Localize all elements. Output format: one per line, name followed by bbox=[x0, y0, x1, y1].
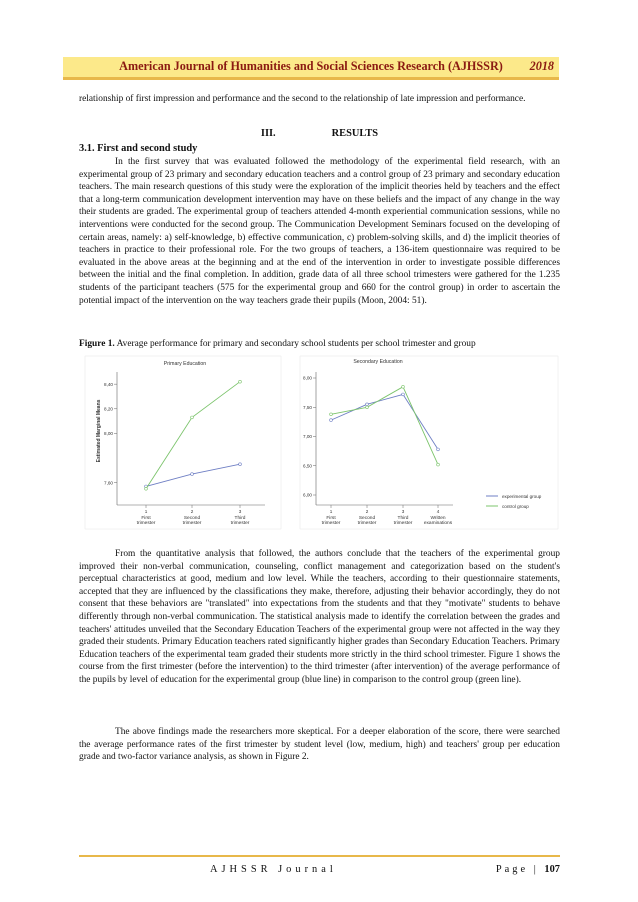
chart-primary-panel bbox=[85, 356, 281, 529]
chart-secondary bbox=[300, 356, 558, 529]
subsection-heading: 3.1. First and second study bbox=[79, 143, 198, 154]
legend-control: control group bbox=[502, 504, 529, 509]
footer-page-label: Page | bbox=[495, 864, 539, 875]
footer-journal: AJHSSR Journal bbox=[210, 864, 337, 875]
x-tick-number: 2 bbox=[190, 509, 194, 514]
data-point bbox=[402, 385, 405, 388]
x-tick-label: Third bbox=[234, 516, 246, 521]
y-tick-label: 8,00 bbox=[104, 431, 113, 437]
intro-paragraph: relationship of first impression and performance and the second to the relationship of late impression and performance. bbox=[79, 94, 526, 104]
chart-primary bbox=[85, 356, 281, 529]
y-tick-label: 6,50 bbox=[303, 463, 312, 469]
x-tick-label: First bbox=[141, 516, 151, 521]
data-point bbox=[191, 473, 194, 476]
data-point bbox=[191, 416, 194, 419]
x-tick-label: First bbox=[326, 516, 336, 521]
y-tick-label: 7,00 bbox=[303, 434, 312, 440]
section-title: RESULTS bbox=[331, 128, 379, 139]
data-point bbox=[437, 463, 440, 466]
data-point bbox=[330, 419, 333, 422]
y-tick-label: 8,20 bbox=[104, 406, 113, 412]
y-tick-label: 6,00 bbox=[303, 492, 312, 498]
y-tick-label: 8,00 bbox=[303, 375, 312, 381]
section-number: III. bbox=[260, 128, 276, 139]
footer-divider bbox=[79, 855, 560, 857]
x-tick-label-line2: trimester bbox=[182, 521, 202, 526]
paragraph-findings: The above findings made the researchers more skeptical. For a deeper elaboration of the score, there were searched the average performance rates of the first trimester by student level (low, medium, high) and teachers' group per education grade and two-factor variance analysis, as shown in Figure 2. bbox=[79, 727, 560, 763]
x-tick-label: Third bbox=[397, 516, 409, 521]
chart-primary-ylabel: Estimated Marginal Means bbox=[96, 399, 102, 463]
y-tick-label: 7,50 bbox=[303, 404, 312, 410]
data-point bbox=[366, 406, 369, 409]
x-tick-label-line2: trimester bbox=[230, 521, 250, 526]
x-tick-label-line2: trimester bbox=[321, 521, 341, 526]
x-tick-number: 2 bbox=[365, 509, 369, 514]
x-tick-label: Second bbox=[183, 516, 201, 521]
data-point bbox=[239, 463, 242, 466]
figure-caption-text: Average performance for primary and secondary school students per school trimester and group bbox=[116, 339, 476, 349]
paragraph-results: From the quantitative analysis that followed, the authors conclude that the teachers of the experimental group improved their non-verbal communication, counseling, conflict management and categorization based on the student's perceptual characteristics at good, medium and low level. While the teachers, according to their questionnaire statements, accepted that they are influenced by the classifications they make, therefore, adjusting their behavior accordingly, they do not consent that these behaviors are "translated" into expectations from the students and that they "motivate" students to behave differently through non-verbal communication. The statistical analysis made to identify the correlation between the grades and teachers' attitudes unveiled that the Secondary Education Teachers of the experimental group were not affected in the way they graded their students. Primary Education teachers rated significantly higher grades than Secondary Education Teachers. Primary Education teachers of the experimental team graded their students more strictly in the third school trimester. Figure 1 shows the course from the first trimester (before the intervention) to the third trimester (after intervention) of the average performance of the pupils by level of education for the experimental group (blue line) in comparison to the control group (green line). bbox=[79, 549, 560, 685]
x-tick-number: 1 bbox=[329, 509, 333, 514]
x-tick-number: 1 bbox=[144, 509, 148, 514]
journal-title: American Journal of Humanities and Social Sciences Research (AJHSSR) bbox=[119, 59, 503, 73]
x-tick-label-line2: examinations bbox=[423, 521, 453, 526]
data-point bbox=[330, 413, 333, 416]
x-tick-label-line2: trimester bbox=[357, 521, 377, 526]
figure-label: Figure 1. bbox=[79, 339, 115, 349]
y-tick-label: 7,60 bbox=[104, 480, 113, 486]
x-tick-label-line2: trimester bbox=[136, 521, 156, 526]
footer-page bbox=[496, 864, 560, 875]
footer-page-number: 107 bbox=[544, 864, 560, 875]
data-point bbox=[145, 487, 148, 490]
x-tick-label-line2: trimester bbox=[393, 521, 413, 526]
x-tick-label: Written bbox=[430, 516, 446, 521]
x-tick-number: 3 bbox=[238, 509, 242, 514]
data-point bbox=[366, 403, 369, 406]
chart-primary-title: Primary Education bbox=[163, 361, 207, 367]
data-point bbox=[239, 380, 242, 383]
journal-year: 2018 bbox=[529, 59, 554, 73]
paragraph-first-study: In the first survey that was evaluated followed the methodology of the experimental field research, with an experimental group of 23 primary and secondary education teachers and a control group of 23 primary and secondary education teachers. The main research questions of this study were the exploration of the implicit theories held by teachers and the effect that a long-term communication development intervention may have on these beliefs and the impact of any change in the way their students are graded. The experimental group of teachers attended 4-month experiential communication sessions, while no interventions were conducted for the second group. The Communication Development Seminars focused on the developing of certain areas, namely: a) self-knowledge, b) effective communication, c) problem-solving skills, and d) the implicit theories of teachers in practice to their professional role. For the two groups of teachers, a 136-item questionnaire was required to be evaluated in the above areas at the beginning and at the end of the intervention in order to investigate possible differences between the initial and the final completion. In addition, grade data of all three school trimesters were gathered for the 1.235 students of the participant teachers (575 for the experimental group and 660 for the control group) in order to ascertain the potential impact of the intervention on the way teachers grade their pupils (Moon, 2004: 51). bbox=[79, 157, 560, 306]
x-tick-label: Second bbox=[358, 516, 376, 521]
x-tick-number: 3 bbox=[401, 509, 405, 514]
data-point bbox=[437, 448, 440, 451]
x-tick-number: 4 bbox=[436, 509, 440, 514]
y-tick-label: 8,40 bbox=[104, 381, 113, 387]
legend-experimental: experimental group bbox=[502, 494, 542, 499]
chart-secondary-title: Secondary Education bbox=[353, 359, 403, 365]
data-point bbox=[402, 393, 405, 396]
